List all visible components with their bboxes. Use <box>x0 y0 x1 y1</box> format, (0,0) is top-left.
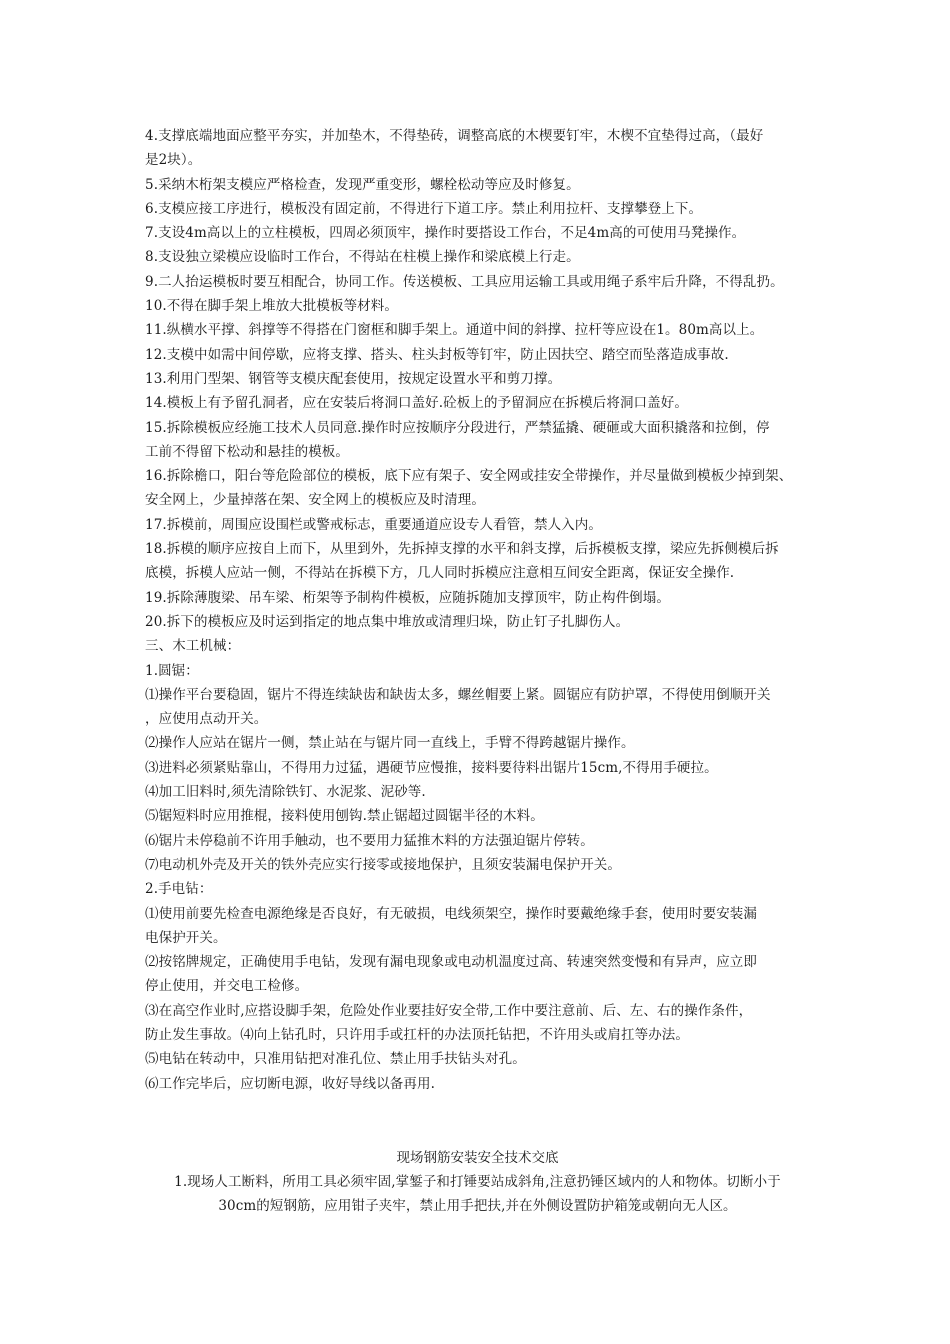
text-line: ⑸锯短料时应用推棍，接料使用刨钩.禁止锯超过圆锯半径的木料。 <box>145 808 544 825</box>
text-line: 2.手电钻： <box>145 881 213 898</box>
text-line: 9.二人抬运模板时要互相配合，协同工作。传送模板、工具应用运输工具或用绳子系牢后升降，不得乱扔。 <box>145 273 784 290</box>
document-body <box>145 124 810 1096</box>
text-line: ⑶在高空作业时,应搭设脚手架，危险处作业要挂好安全带,工作中要注意前、后、左、右的操作条件， <box>145 1002 753 1019</box>
text-line: ⑹工作完毕后，应切断电源，收好导线以备再用. <box>145 1075 435 1092</box>
text-line: 13.利用门型架、钢管等支模庆配套使用，按规定设置水平和剪刀撑。 <box>145 370 562 387</box>
text-line: 18.拆模的顺序应按自上而下，从里到外，先拆掉支撑的水平和斜支撑，后拆模板支撑，梁应先拆侧模后拆 <box>145 541 779 558</box>
section-title: 现场钢筋安装安全技术交底 <box>396 1150 559 1166</box>
text-line: 8.支设独立梁模应设临时工作台，不得站在柱模上操作和梁底模上行走。 <box>145 249 580 266</box>
section-body <box>145 1170 810 1219</box>
text-line: ⑹锯片未停稳前不许用手触动，也不要用力猛推木料的方法强迫锯片停转。 <box>145 832 594 849</box>
text-line: 1.圆锯： <box>145 662 199 679</box>
text-line: ⑷加工旧料时,须先清除铁钉、水泥浆、泥砂等. <box>145 784 426 801</box>
text-line: 11.纵横水平撑、斜撑等不得搭在门窗框和脚手架上。通道中间的斜撑、拉杆等应设在1。80m高以上。 <box>145 322 764 339</box>
text-line: 停止使用，并交电工检修。 <box>145 978 309 995</box>
text-line: 17.拆模前，周围应设围栏或警戒标志，重要通道应设专人看管，禁人入内。 <box>145 516 602 533</box>
text-line: ⑵操作人应站在锯片一侧，禁止站在与锯片同一直线上，手臂不得跨越锯片操作。 <box>145 735 635 752</box>
text-line: 底模，拆模人应站一侧，不得站在拆模下方，几人同时拆模应注意相互间安全距离，保证安全操作. <box>145 565 735 582</box>
text-line: 16.拆除檐口，阳台等危险部位的模板，底下应有架子、安全网或挂安全带操作，并尽量做到模板少掉到架、 <box>145 468 793 485</box>
text-line: 4.支撑底端地面应整平夯实，并加垫木，不得垫砖，调整高底的木楔要钉牢，木楔不宜垫得过高，（最好 <box>145 128 764 144</box>
text-line: 12.支模中如需中间停歇，应将支撑、搭头、柱头封板等钉牢，防止因扶空、踏空而坠落造成事故. <box>145 346 729 363</box>
text-line: ⑸电钻在转动中，只准用钻把对准孔位、禁止用手扶钻头对孔。 <box>145 1051 526 1068</box>
text-line: 电保护开关。 <box>145 929 227 946</box>
text-line: 是2块）。 <box>145 152 202 169</box>
text-line: 30cm的短钢筋，应用钳子夹牢，禁止用手把扶,并在外侧设置防护箱笼或朝向无人区。 <box>218 1198 737 1215</box>
text-line: 6.支模应接工序进行，模板没有固定前，不得进行下道工序。禁止利用拉杆、支撑攀登上下。 <box>145 200 703 217</box>
text-line: 20.拆下的模板应及时运到指定的地点集中堆放或清理归垛，防止钉子扎脚伤人。 <box>145 613 630 630</box>
text-line: ⑶进料必须紧贴靠山，不得用力过猛，遇硬节应慢推，接料要待料出锯片15cm,不得用手硬拉。 <box>145 759 718 776</box>
text-line: 7.支设4m高以上的立柱模板，四周必须顶牢，操作时要搭设工作台，不足4m高的可使用马凳操作。 <box>145 225 746 242</box>
text-line: 防止发生事故。⑷向上钻孔时，只许用手或扛杆的办法顶托钻把，不许用头或肩扛等办法。 <box>145 1026 689 1043</box>
text-line: ⑺电动机外壳及开关的铁外壳应实行接零或接地保护，且须安装漏电保护开关。 <box>145 856 621 873</box>
text-line: ⑴操作平台要稳固，锯片不得连续缺齿和缺齿太多，螺丝帽要上紧。圆锯应有防护罩，不得使用倒顺开关 <box>145 686 771 703</box>
text-line: 三、木工机械： <box>145 638 241 655</box>
text-line: 工前不得留下松动和悬挂的模板。 <box>145 443 349 460</box>
text-line: 安全网上，少量掉落在架、安全网上的模板应及时清理。 <box>145 492 485 509</box>
text-line: ，应使用点动开关。 <box>145 711 268 728</box>
text-line: 15.拆除模板应经施工技术人员同意.操作时应按顺序分段进行，严禁猛撬、硬砸或大面积撬落和拉倒，停 <box>145 419 770 436</box>
text-line: 1.现场人工断料，所用工具必须牢固,掌錾子和打锤要站成斜角,注意扔锤区域内的人和物体。切断小于 <box>174 1174 781 1190</box>
text-line: 19.拆除薄腹梁、吊车梁、桁架等予制构件模板，应随拆随加支撑顶牢，防止构件倒塌。 <box>145 589 670 606</box>
text-line: 10.不得在脚手架上堆放大批模板等材料。 <box>145 298 398 315</box>
text-line: 5.采纳木桁架支模应严格检查，发现严重变形，螺栓松动等应及时修复。 <box>145 176 580 193</box>
text-line: ⑵按铭牌规定，正确使用手电钻，发现有漏电现象或电动机温度过高、转速突然变慢和有异声，应立即 <box>145 954 757 971</box>
text-line: 14.模板上有予留孔洞者，应在安装后将洞口盖好.砼板上的予留洞应在拆模后将洞口盖好。 <box>145 395 688 412</box>
text-line: ⑴使用前要先检查电源绝缘是否良好，有无破损，电线须架空，操作时要戴绝缘手套，使用时要安装漏 <box>145 905 757 922</box>
